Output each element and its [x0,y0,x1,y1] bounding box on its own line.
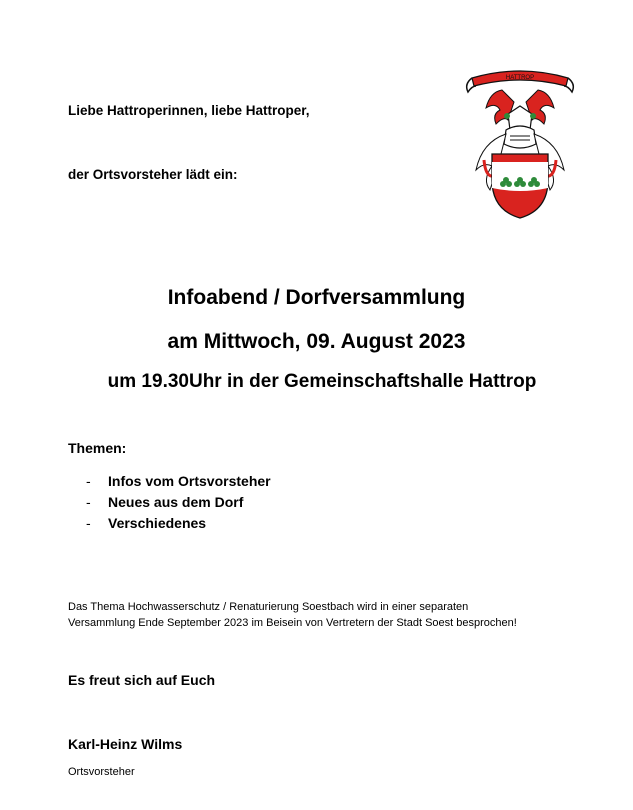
topic-label: Verschiedenes [108,515,207,531]
crest-banner-text: HATTROP [505,75,535,81]
topics-list [86,471,271,534]
signer-name: Karl-Heinz Wilms [68,736,183,752]
note-line: Versammlung Ende September 2023 im Beisein von Vertretern der Stadt Soest besprochen! [68,617,517,629]
topic-label: Neues aus dem Dorf [108,494,244,510]
themes-heading: Themen: [68,440,127,456]
signer-role: Ortsvorsteher [68,766,135,778]
note-line: Das Thema Hochwasserschutz / Renaturierung Soestbach wird in einer separaten [68,601,469,613]
bullet-dash: - [86,494,91,510]
event-date: am Mittwoch, 09. August 2023 [167,330,466,353]
list-item [86,471,271,492]
list-item [86,492,271,513]
bullet-dash: - [86,515,91,531]
invitation-intro: der Ortsvorsteher lädt ein: [68,167,238,182]
flood-protection-note [68,599,628,631]
greeting-text: Liebe Hattroperinnen, liebe Hattroper, [68,103,310,118]
bullet-dash: - [86,473,91,489]
event-title: Infoabend / Dorfversammlung [167,286,466,309]
event-time-location: um 19.30Uhr in der Gemeinschaftshalle Hattrop [107,371,537,392]
list-item [86,513,271,534]
closing-text: Es freut sich auf Euch [68,672,216,688]
coat-of-arms-icon [462,62,578,222]
topic-label: Infos vom Ortsvorsteher [108,473,271,489]
